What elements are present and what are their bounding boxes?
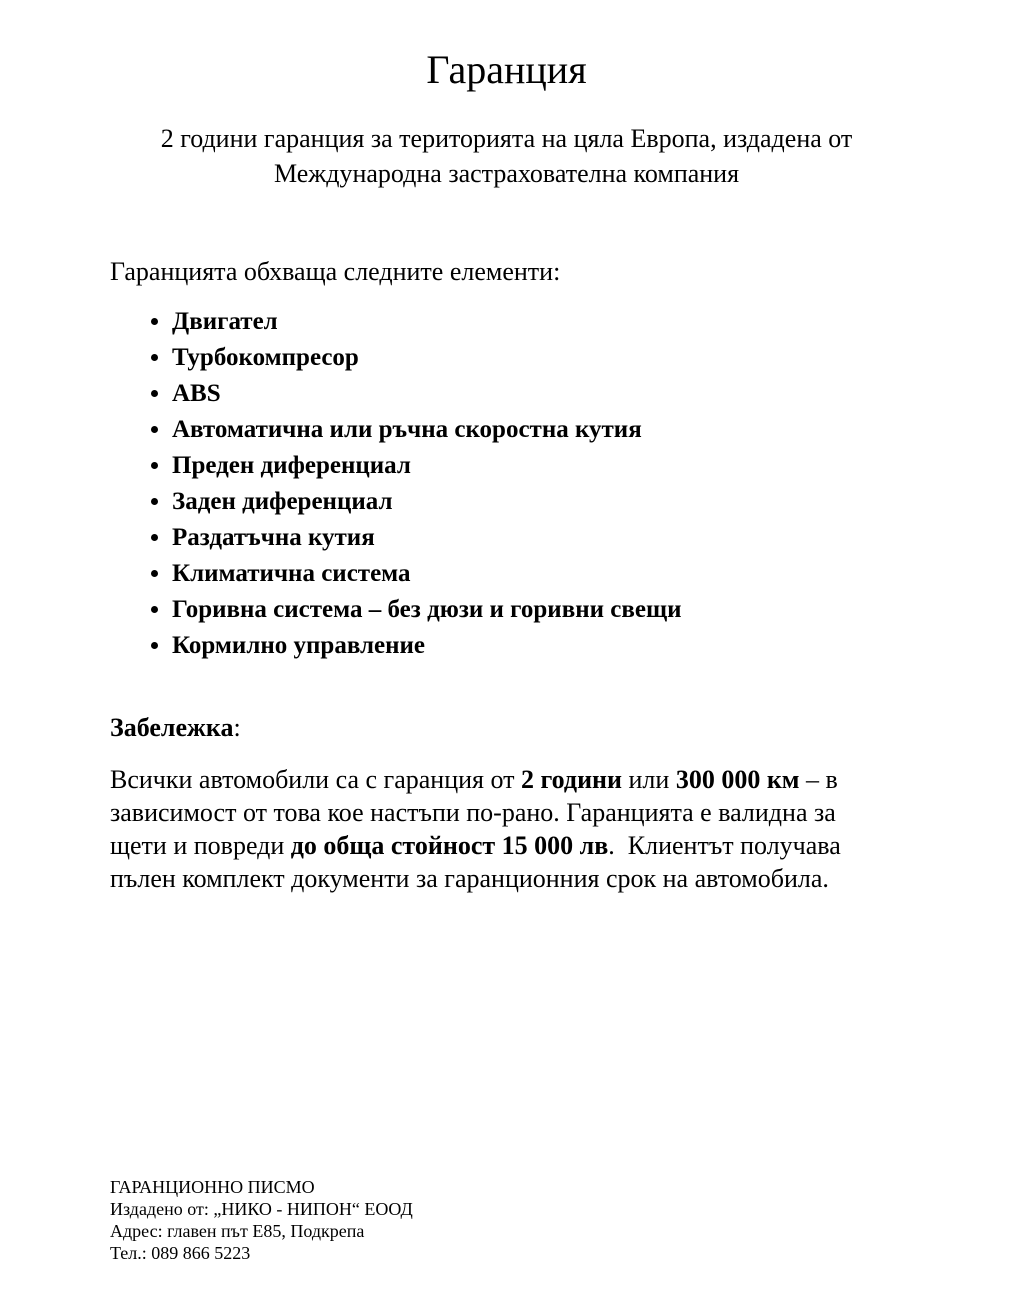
footer-block: [110, 1176, 413, 1264]
note-paragraph: Всички автомобили са с гаранция от 2 години или 300 000 км – в зависимост от това кое настъпи по-рано. Гаранцията е валидна за щети и повреди до обща стойност 15 000 лв. Клиентът получава пълен комплект документи за гаранционния срок на автомобила.: [110, 764, 848, 893]
coverage-item-climate-system: • Климатична система: [172, 561, 1013, 587]
coverage-item-abs: • ABS: [172, 381, 1013, 407]
coverage-item-engine: • Двигател: [172, 309, 1013, 335]
coverage-item-transfer-case: • Раздатъчна кутия: [172, 525, 1013, 551]
document-subtitle: 2 години гаранция за територията на цяла Европа, издадена от Международна застрахователна компания: [160, 123, 853, 188]
coverage-item-steering: • Кормилно управление: [172, 633, 1013, 659]
coverage-item-gearbox: • Автоматична или ръчна скоростна кутия: [172, 417, 1013, 443]
footer-phone: Тел.: 089 866 5223: [110, 1243, 251, 1263]
footer-address: Адрес: главен път E85, Подкрепа: [110, 1221, 365, 1241]
coverage-list: [110, 309, 1013, 659]
coverage-item-front-differential: • Преден диференциал: [172, 453, 1013, 479]
coverage-item-turbocharger: • Турбокомпресор: [172, 345, 1013, 371]
coverage-intro-text: Гаранцията обхваща следните елементи:: [110, 256, 561, 286]
footer-doc-type: ГАРАНЦИОННО ПИСМО: [110, 1177, 315, 1197]
note-heading: Забележка:: [110, 712, 241, 742]
footer-issued-by: Издадено от: „НИКО - НИПОН“ ЕООД: [110, 1199, 413, 1219]
coverage-item-rear-differential: • Заден диференциал: [172, 489, 1013, 515]
document-title: Гаранция: [426, 47, 587, 92]
coverage-item-fuel-system: • Горивна система – без дюзи и горивни свещи: [172, 597, 1013, 623]
